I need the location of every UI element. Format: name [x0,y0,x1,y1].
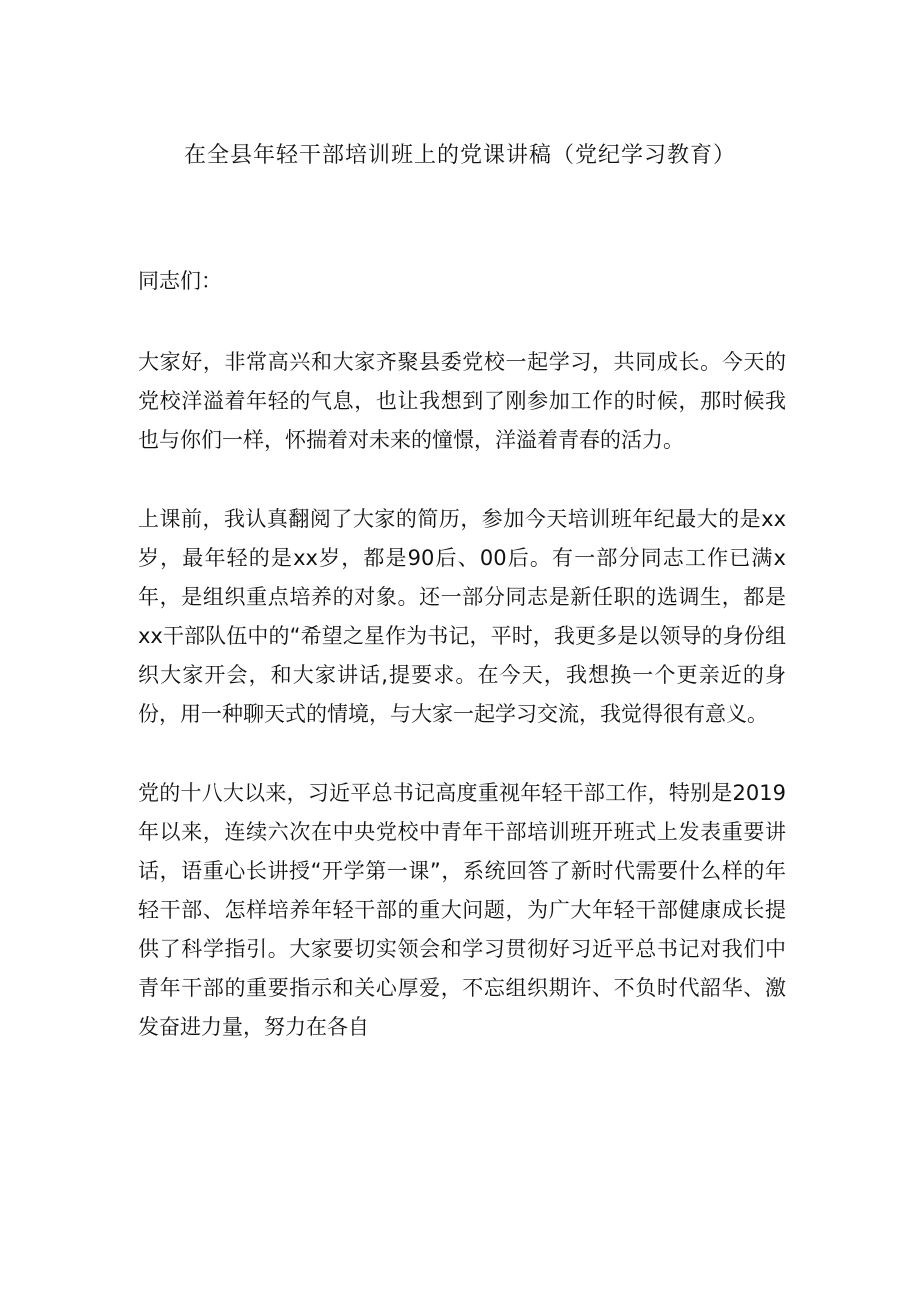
paragraph-3: 党的十八大以来，习近平总书记高度重视年轻干部工作，特别是2019年以来，连续六次在中央党校中青年干部培训班开班式上发表重要讲话，语重心长讲授“开学第一课”，系统回答了新时代需要什么样的年轻干部、怎样培养年轻干部的重大问题，为广大年轻干部健康成长提供了科学指引。大家要切实领会和学习贯彻好习近平总书记对我们中青年干部的重要指示和关心厚爱，不忘组织期许、不负时代韶华、激发奋进力量，努力在各自 [138,781,786,1039]
document-title: 在全县年轻干部培训班上的党课讲稿（党纪学习教育） [183,143,736,168]
salutation: 同志们： [138,269,222,293]
paragraph-2: 上课前，我认真翻阅了大家的简历，参加今天培训班年纪最大的是xx岁，最年轻的是xx岁，都是90后、00后。有一部分同志工作已满x年，是组织重点培养的对象。还一部分同志是新任职的选调生，都是xx干部队伍中的“希望之星作为书记，平时，我更多是以领导的身份组织大家开会，和大家讲话,提要求。在今天，我想换一个更亲近的身份，用一种聊天式的情境，与大家一起学习交流，我觉得很有意义。 [138,507,786,726]
paragraph-1: 大家好，非常高兴和大家齐聚县委党校一起学习，共同成长。今天的党校洋溢着年轻的气息，也让我想到了刚参加工作的时候，那时候我也与你们一样，怀揣着对未来的憧憬，洋溢着青春的活力。 [138,350,786,452]
document-body [138,262,786,1087]
